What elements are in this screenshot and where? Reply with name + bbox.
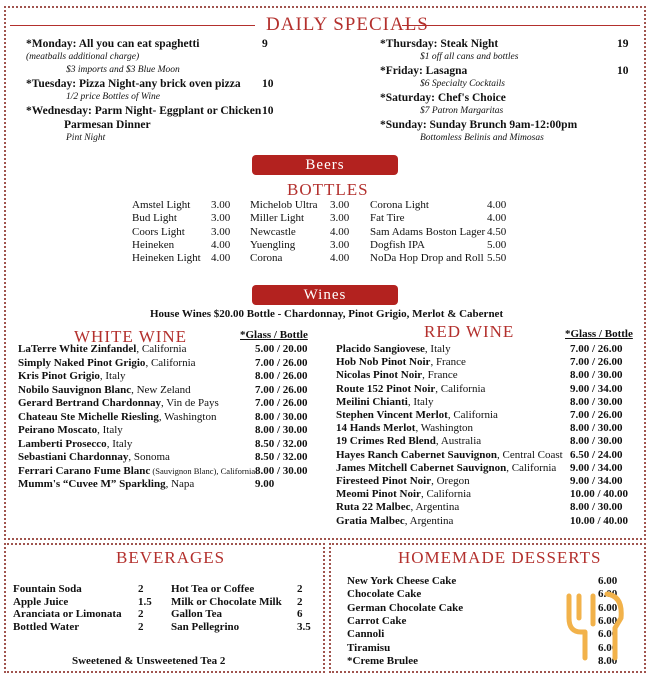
- special-name: *Sunday: Sunday Brunch 9am-12:00pm: [380, 119, 578, 131]
- beer-name: Newcastle: [250, 225, 296, 238]
- wine-name: Nicolas Pinot Noir: [336, 369, 423, 382]
- wine-name: Lamberti Prosecco: [18, 437, 107, 450]
- wine-row: [18, 411, 216, 423]
- wine-origin: , California: [420, 488, 472, 501]
- dessert-price: 8.00: [598, 654, 618, 667]
- wines-banner: Wines: [252, 285, 398, 305]
- beverage-name: Apple Juice: [13, 595, 69, 608]
- wine-row: [336, 488, 471, 500]
- wine-price: 10.00 / 40.00: [570, 514, 629, 527]
- dessert-price: 6.00: [598, 588, 618, 601]
- beer-name: Heineken: [132, 238, 175, 251]
- special-note: Bottomless Belinis and Mimosas: [420, 133, 544, 143]
- wine-price: 7.00 / 26.00: [570, 356, 623, 369]
- red-wine-title: RED WINE: [424, 322, 515, 341]
- wine-name: Ferrari Carano Fume Blanc: [18, 464, 151, 477]
- wine-origin: , Italy: [99, 370, 126, 382]
- special-note: $7 Patron Margaritas: [420, 106, 504, 116]
- wine-row: [18, 357, 196, 369]
- beer-price: 3.00: [330, 212, 350, 225]
- wine-name: Hayes Ranch Cabernet Sauvignon: [336, 448, 498, 461]
- specials-rule-right: [402, 25, 640, 26]
- wine-price: 9.00: [255, 478, 275, 490]
- special-price: 10: [617, 65, 629, 77]
- wine-price: 8.00 / 30.00: [255, 464, 308, 477]
- wine-price: 9.00 / 34.00: [570, 461, 623, 474]
- wine-row: [18, 424, 123, 436]
- wine-row: [336, 422, 473, 434]
- beer-name: Sam Adams Boston Lager: [370, 225, 486, 238]
- beers-banner: Beers: [252, 155, 398, 175]
- wine-row: [336, 356, 466, 368]
- beverage-price: 2: [138, 583, 144, 595]
- beer-name: Michelob Ultra: [250, 199, 318, 211]
- wine-price: 10.00 / 40.00: [570, 488, 629, 501]
- bottles-title: BOTTLES: [287, 180, 369, 199]
- beer-price: 4.00: [211, 238, 231, 251]
- beer-price: 4.00: [487, 212, 507, 225]
- wine-price: 8.00 / 30.00: [570, 435, 623, 448]
- fork-logo-icon: [563, 588, 635, 664]
- dessert-name: Cannoli: [347, 628, 385, 641]
- beer-name: Bud Light: [132, 212, 177, 225]
- wine-price: 8.00 / 30.00: [570, 501, 623, 514]
- beer-price: 4.00: [211, 252, 231, 265]
- beverage-price: 3.5: [297, 620, 311, 633]
- special-name: *Thursday: Steak Night: [380, 38, 499, 50]
- wine-origin: , Italy: [106, 437, 133, 450]
- beer-price: 4.00: [487, 199, 507, 211]
- wine-row: [336, 369, 458, 381]
- wine-row: [336, 515, 453, 527]
- beer-name: Corona Light: [370, 199, 429, 211]
- wine-name: Kris Pinot Grigio: [18, 370, 100, 382]
- special-price: 19: [617, 38, 629, 50]
- special-note: Pint Night: [66, 133, 106, 143]
- wine-row: [336, 383, 485, 395]
- wine-row: [336, 396, 433, 408]
- dessert-name: *Creme Brulee: [347, 654, 418, 667]
- special-note: 1/2 price Bottles of Wine: [66, 92, 160, 102]
- special-price: 9: [262, 38, 268, 50]
- house-wines-line: House Wines $20.00 Bottle - Chardonnay, Pinot Grigio, Merlot & Cabernet: [150, 308, 504, 320]
- wine-row: [336, 449, 563, 461]
- wine-name: Gerard Bertrand Chardonnay: [18, 397, 161, 409]
- wine-price: 8.00 / 30.00: [570, 395, 623, 408]
- special-note: $3 imports and $3 Blue Moon: [66, 65, 180, 75]
- special-price: 10: [262, 78, 274, 90]
- beverages-footer: Sweetened & Unsweetened Tea 2: [72, 655, 226, 667]
- beverage-name: Bottled Water: [13, 620, 80, 633]
- wine-name: Meomi Pinot Noir: [336, 488, 421, 501]
- wine-row: [18, 384, 191, 396]
- wine-price: 8.00 / 26.00: [255, 370, 308, 382]
- beer-name: Fat Tire: [370, 212, 405, 225]
- special-note: $6 Specialty Cocktails: [420, 79, 505, 89]
- dessert-name: German Chocolate Cake: [347, 601, 464, 614]
- wine-row: [336, 343, 451, 355]
- beer-price: 3.00: [211, 212, 231, 225]
- special-name: *Tuesday: Pizza Night-any brick oven pizza: [26, 78, 241, 90]
- wine-name: 14 Hands Merlot: [336, 422, 416, 435]
- wine-origin: , Oregon: [431, 475, 470, 487]
- wine-row: [336, 501, 459, 513]
- beverage-price: 1.5: [138, 595, 152, 608]
- beer-price: 5.00: [487, 238, 507, 251]
- beer-name: Miller Light: [250, 212, 305, 225]
- dessert-name: Chocolate Cake: [347, 588, 422, 601]
- beverage-price: 2: [297, 583, 303, 595]
- beer-price: 3.00: [211, 225, 231, 238]
- wine-origin: , Italy: [424, 343, 451, 355]
- wine-origin: , California: [447, 409, 498, 421]
- beverage-name: Hot Tea or Coffee: [171, 583, 255, 595]
- dessert-price: 6.00: [598, 641, 618, 654]
- wine-price: 7.00 / 26.00: [255, 397, 308, 409]
- beer-price: 4.50: [487, 225, 507, 238]
- wine-name: LaTerre White Zinfandel: [18, 343, 137, 355]
- wine-name: Sebastiani Chardonnay: [18, 451, 129, 463]
- wine-name: Meilini Chianti: [336, 395, 408, 408]
- wine-price: 8.00 / 30.00: [570, 369, 623, 382]
- red-glass-header: *Glass / Bottle: [565, 328, 633, 340]
- wine-origin: , New Zeland: [131, 383, 191, 396]
- wine-origin: , France: [422, 369, 458, 382]
- beer-price: 4.00: [330, 252, 350, 265]
- wine-origin: , California: [435, 382, 486, 395]
- desserts-title: HOMEMADE DESSERTS: [398, 548, 602, 567]
- special-name: *Wednesday: Parm Night- Eggplant or Chicken: [26, 105, 262, 117]
- wine-price: 5.00 / 20.00: [255, 343, 308, 355]
- beer-price: 5.50: [487, 252, 507, 265]
- wine-row: [18, 370, 126, 382]
- beer-name: NoDa Hop Drop and Roll: [370, 252, 484, 265]
- wine-origin: , Italy: [407, 395, 434, 408]
- wine-name: Gratia Malbec: [336, 514, 405, 527]
- wine-price: 8.00 / 30.00: [255, 410, 308, 423]
- wine-origin: (Sauvignon Blanc), California: [150, 465, 256, 476]
- wine-name: Chateau Ste Michelle Riesling: [18, 410, 159, 423]
- wine-row: [336, 409, 498, 421]
- beer-price: 3.00: [330, 199, 350, 211]
- wine-origin: , Argentina: [410, 501, 460, 514]
- wine-row: [336, 475, 470, 487]
- dessert-price: 6.00: [598, 575, 618, 587]
- wine-origin: , California: [506, 461, 557, 474]
- beverage-price: 6: [297, 608, 303, 620]
- wine-name: 19 Crimes Red Blend: [336, 435, 436, 448]
- wine-price: 7.00 / 26.00: [570, 409, 623, 421]
- wine-row: [18, 343, 186, 355]
- beer-name: Yuengling: [250, 238, 296, 251]
- wine-name: James Mitchell Cabernet Sauvignon: [336, 461, 507, 474]
- beverage-price: 2: [138, 620, 144, 633]
- wine-origin: , California: [145, 356, 196, 369]
- wine-origin: , California: [136, 343, 187, 355]
- wine-name: Ruta 22 Malbec: [336, 501, 411, 514]
- dessert-name: Carrot Cake: [347, 614, 407, 627]
- dessert-name: New York Cheese Cake: [347, 575, 457, 587]
- beverage-name: Milk or Chocolate Milk: [171, 595, 282, 608]
- beverage-name: San Pellegrino: [171, 620, 240, 633]
- special-note: $1 off all cans and bottles: [420, 52, 519, 62]
- beverage-name: Gallon Tea: [171, 608, 223, 620]
- wine-row: [18, 465, 255, 477]
- wine-origin: , Italy: [97, 424, 123, 436]
- beverage-price: 2: [138, 608, 144, 620]
- wine-origin: , Central Coast: [497, 448, 563, 461]
- beer-name: Amstel Light: [132, 199, 191, 211]
- wine-origin: , Napa: [165, 478, 195, 490]
- special-name-cont: Parmesan Dinner: [64, 119, 151, 131]
- beer-price: 3.00: [211, 199, 231, 211]
- dessert-price: 6.00: [598, 601, 618, 614]
- beverages-title: BEVERAGES: [116, 548, 226, 567]
- special-name: *Friday: Lasagna: [380, 65, 468, 77]
- wine-row: [18, 397, 219, 409]
- wine-row: [18, 451, 170, 463]
- specials-title: DAILY SPECIALS: [260, 14, 435, 36]
- wine-name: Simply Naked Pinot Grigio: [18, 356, 146, 369]
- white-wine-title: WHITE WINE: [74, 327, 188, 346]
- beer-price: 3.00: [330, 238, 350, 251]
- wine-origin: , Vin de Pays: [161, 397, 219, 409]
- beverage-name: Fountain Soda: [13, 583, 82, 595]
- beer-name: Coors Light: [132, 225, 185, 238]
- wine-origin: , Argentina: [404, 514, 454, 527]
- wine-price: 8.00 / 30.00: [570, 422, 623, 435]
- wine-price: 7.00 / 26.00: [255, 383, 308, 396]
- wine-price: 9.00 / 34.00: [570, 382, 623, 395]
- beer-name: Heineken Light: [132, 252, 201, 265]
- wine-name: Firesteed Pinot Noir: [336, 475, 432, 487]
- wine-name: Nobilo Sauvignon Blanc: [18, 383, 132, 396]
- beer-name: Corona: [250, 252, 283, 265]
- wine-name: Peirano Moscato: [18, 424, 98, 436]
- wine-origin: , Washington: [158, 410, 217, 423]
- wine-origin: , France: [430, 356, 466, 369]
- special-price: 10: [262, 105, 274, 117]
- white-glass-header: *Glass / Bottle: [240, 329, 308, 341]
- wine-price: 8.50 / 32.00: [255, 437, 308, 450]
- wine-origin: , Australia: [435, 435, 482, 448]
- wine-price: 9.00 / 34.00: [570, 475, 623, 487]
- dessert-price: 6.00: [598, 614, 618, 627]
- wine-row: [18, 478, 194, 490]
- wine-origin: , Sonoma: [128, 451, 170, 463]
- wine-name: Mumm's “Cuvee M” Sparkling: [18, 478, 166, 490]
- wine-row: [18, 438, 132, 450]
- special-name: *Saturday: Chef's Choice: [380, 92, 506, 104]
- wine-name: Stephen Vincent Merlot: [336, 409, 448, 421]
- dessert-price: 6.00: [598, 628, 618, 641]
- wine-price: 7.00 / 26.00: [255, 356, 308, 369]
- wine-price: 8.00 / 30.00: [255, 424, 308, 436]
- wine-price: 6.50 / 24.00: [570, 448, 623, 461]
- wine-row: [336, 435, 481, 447]
- beer-price: 4.00: [330, 225, 350, 238]
- beer-name: Dogfish IPA: [370, 238, 425, 251]
- wine-price: 8.50 / 32.00: [255, 451, 308, 463]
- wine-name: Placido Sangiovese: [336, 343, 425, 355]
- special-note: (meatballs additional charge): [26, 52, 140, 62]
- wine-row: [336, 462, 556, 474]
- special-name: *Monday: All you can eat spaghetti: [26, 38, 200, 50]
- wine-origin: , Washington: [415, 422, 474, 435]
- wine-price: 7.00 / 26.00: [570, 343, 623, 355]
- dessert-name: Tiramisu: [347, 641, 391, 654]
- specials-rule-left: [10, 25, 255, 26]
- wine-name: Hob Nob Pinot Noir: [336, 356, 431, 369]
- beverage-price: 2: [297, 595, 303, 608]
- beverage-name: Aranciata or Limonata: [13, 608, 122, 620]
- wine-name: Route 152 Pinot Noir: [336, 382, 436, 395]
